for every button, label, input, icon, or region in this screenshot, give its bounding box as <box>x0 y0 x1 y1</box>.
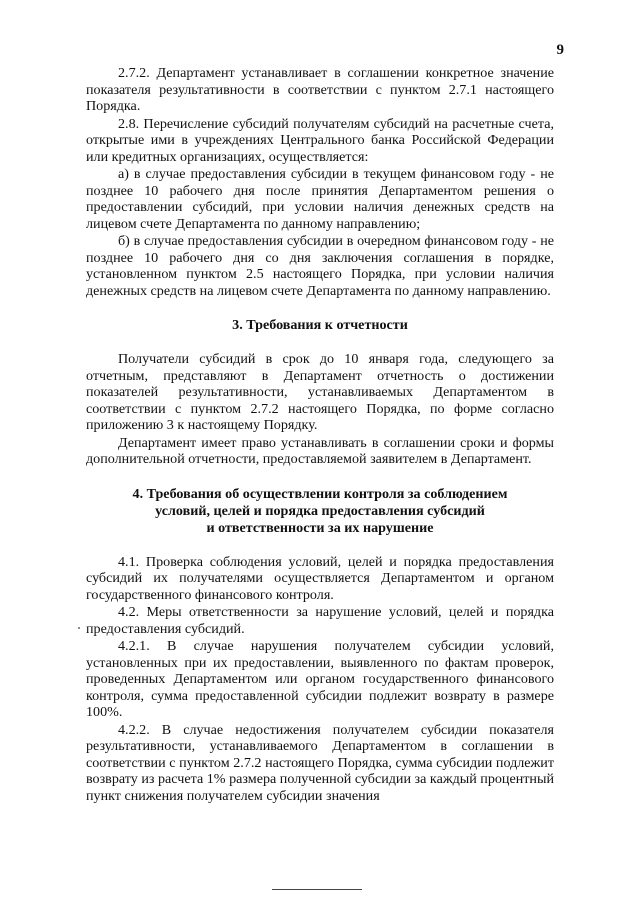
paragraph-2-8: 2.8. Перечисление субсидий получателям субсидий на расчетные счета, открытые ими в учреждениях Центрального банка Российской Федерации или кредитных организациях, осуществляется: <box>86 115 554 165</box>
paragraph-4-2: 4.2. Меры ответственности за нарушение условий, целей и порядка предоставления субсидий. <box>86 604 554 637</box>
section-4-title-line-3: и ответственности за их нарушение <box>206 519 434 536</box>
section-4-title-line-1: 4. Требования об осуществлении контроля за соблюдением <box>132 485 508 502</box>
scan-speck <box>78 627 80 629</box>
paragraph-2-7-2: 2.7.2. Департамент устанавливает в соглашении конкретное значение показателя результативности в соответствии с пунктом 2.7.1 настоящего Порядка. <box>86 65 554 114</box>
section-3-paragraph-1: Получатели субсидий в срок до 10 января года, следующего за отчетным, представляют в Департамент отчетность о достижении показателей результативности, устанавливаемых Департаментом в соответствии с пунктом 2.7.2 настоящего Порядка, по форме согласно приложению 3 к настоящему Порядку. <box>86 351 554 433</box>
section-3-title: 3. Требования к отчетности <box>232 317 408 333</box>
paragraph-4-2-1: 4.2.1. В случае нарушения получателем субсидии условий, установленных при их предоставлении, выявленного по фактам проверок, проведенных Департаментом или органом государственного финансового контроля, сумма предоставленной субсидии подлежит возврату в размере 100%. <box>86 638 554 720</box>
section-4-title-line-2: условий, целей и порядка предоставления субсидий <box>155 502 485 519</box>
page-number: 9 <box>556 42 564 58</box>
document-body <box>86 65 554 805</box>
paragraph-2-8-a: а) в случае предоставления субсидии в текущем финансовом году - не позднее 10 рабочего дня после принятия Департаментом решения о предоставлении субсидий, при условии наличия денежных средств на лицевом счете Департамента по данному направлению; <box>86 166 554 232</box>
paragraph-4-1: 4.1. Проверка соблюдения условий, целей и порядка предоставления субсидий их получателями осуществляется Департаментом и органом государственного финансового контроля. <box>86 553 554 603</box>
section-3-paragraph-2: Департамент имеет право устанавливать в соглашении сроки и формы дополнительной отчетности, предоставляемой заявителем в Департамент. <box>86 434 554 467</box>
paragraph-4-2-2: 4.2.2. В случае недостижения получателем субсидии показателя результативности, устанавливаемого Департаментом в соглашении в соответствии с пунктом 2.7.2 настоящего Порядка, сумма субсидии подлежит возврату из расчета 1% размера полученной субсидии за каждый процентный пункт снижения получателем субсидии значения <box>86 721 554 804</box>
paragraph-2-8-b: б) в случае предоставления субсидии в очередном финансовом году - не позднее 10 рабочего дня со дня заключения соглашения в порядке, установленном пунктом 2.5 настоящего Порядка, при условии наличия денежных средств на лицевом счете Департамента по данному направлению. <box>86 233 554 299</box>
footer-rule <box>272 889 362 890</box>
